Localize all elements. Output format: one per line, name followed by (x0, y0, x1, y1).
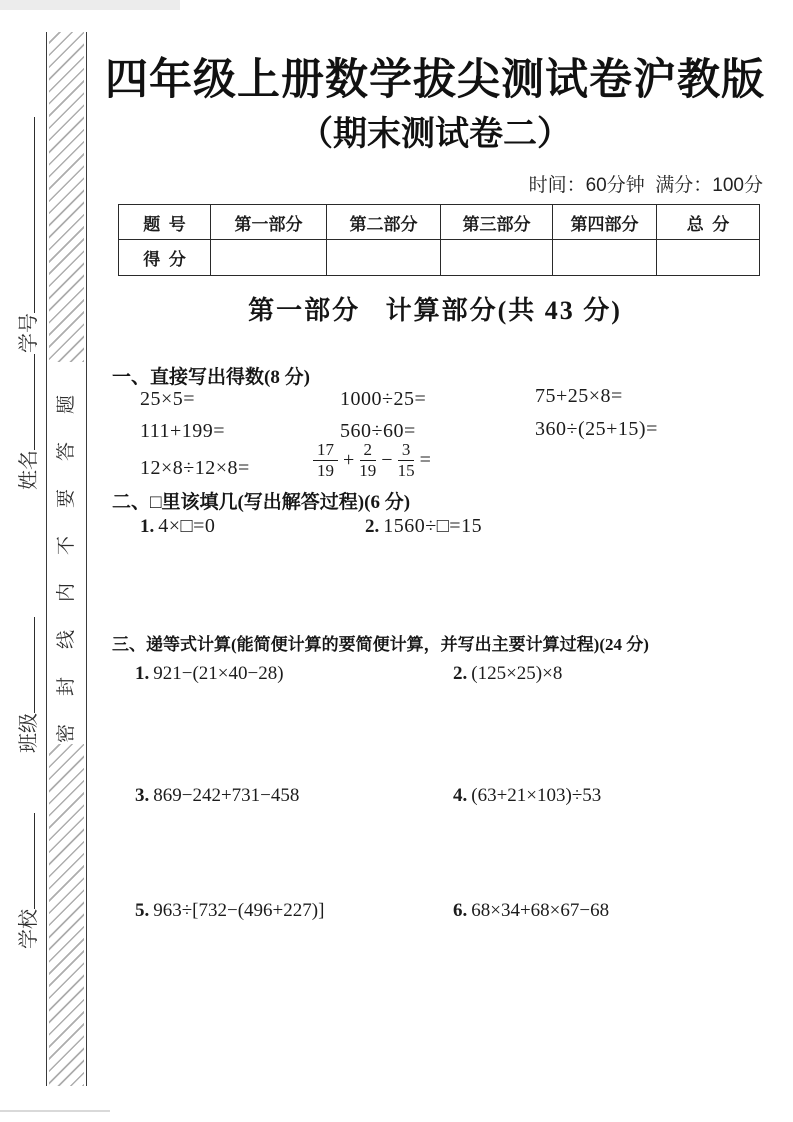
score-table-blank-cell (441, 240, 553, 275)
part3-item-1-expression: 921−(21×40−28) (153, 663, 284, 684)
exam-time-score-info: 时间：60分钟 满分：100分 (528, 175, 763, 196)
score-table (118, 204, 760, 276)
part3-item-6-expression: 68×34+68×67−68 (471, 900, 610, 921)
part3-item-3-number: 3. (135, 785, 150, 806)
part3-item-1 (135, 663, 284, 685)
score-table-header-part1: 第一部分 (211, 205, 327, 240)
part2-item-1-expression: 4×□=0 (158, 515, 216, 537)
section1-heading: 第一部分 计算部分(共 43 分) (248, 296, 622, 325)
scan-edge-artifact-top (0, 0, 180, 10)
page-title: 四年级上册数学拔尖测试卷沪教版 (105, 56, 765, 104)
fraction-2 (359, 441, 376, 480)
part3-item-2 (453, 663, 562, 685)
plus-operator: + (343, 448, 355, 471)
fraction-1 (313, 441, 338, 480)
margin-field-class-label: 班级 (18, 713, 40, 753)
part2-item-1 (140, 515, 215, 538)
part3-item-4-number: 4. (453, 785, 468, 806)
seal-hatching-top (49, 32, 84, 362)
margin-field-school-blank (13, 813, 35, 909)
fraction-3-numerator: 3 (398, 441, 415, 461)
margin-field-student-id-label: 学号 (18, 313, 40, 353)
score-table-blank-cell (211, 240, 327, 275)
scan-edge-artifact-bottom (0, 1110, 110, 1112)
part2-item-2-number: 2. (365, 516, 380, 537)
equation-560div60: 560÷60= (340, 420, 416, 442)
equation-111plus199: 111+199= (140, 420, 226, 442)
equation-25x5: 25×5= (140, 388, 196, 410)
part2-title: 二、□里该填几(写出解答过程)(6 分) (112, 492, 411, 513)
part3-item-4-expression: (63+21×103)÷53 (471, 785, 602, 806)
score-table-header-part3: 第三部分 (441, 205, 553, 240)
seal-line-text: 密封线内不要答题 (56, 367, 77, 744)
score-table-row-label: 得 分 (119, 240, 211, 275)
equation-360div-25plus15: 360÷(25+15)= (535, 418, 658, 440)
part3-item-3-expression: 869−242+731−458 (153, 785, 300, 806)
score-table-blank-cell (657, 240, 759, 275)
margin-field-school (12, 799, 44, 949)
equation-fraction-sum (313, 441, 431, 480)
score-table-header-part4: 第四部分 (553, 205, 657, 240)
equals-sign: = (419, 448, 431, 471)
equation-1000div25: 1000÷25= (340, 388, 427, 410)
part3-title: 三、递等式计算(能简便计算的要简便计算，并写出主要计算过程)(24 分) (112, 635, 649, 654)
part3-item-2-number: 2. (453, 663, 468, 684)
part1-title: 一、直接写出得数(8 分) (112, 367, 310, 388)
part3-item-3 (135, 785, 299, 807)
margin-field-class (12, 603, 44, 753)
fraction-3-denominator: 15 (397, 460, 415, 480)
margin-field-class-blank (13, 617, 35, 713)
part2-item-2 (365, 515, 482, 538)
fraction-1-denominator: 19 (317, 460, 334, 480)
equation-75plus25x8: 75+25×8= (535, 385, 623, 407)
score-table-blank-cell (327, 240, 441, 275)
margin-field-school-label: 学校 (18, 909, 40, 949)
margin-field-name-label: 姓名 (18, 450, 40, 490)
part3-item-5 (135, 900, 324, 922)
part3-item-1-number: 1. (135, 663, 150, 684)
part3-item-2-expression: (125×25)×8 (471, 663, 563, 684)
seal-hatching-bottom (49, 744, 84, 1086)
score-table-header-part2: 第二部分 (327, 205, 441, 240)
part3-item-6-number: 6. (453, 900, 468, 921)
minus-operator: − (381, 448, 393, 471)
fraction-3 (398, 441, 415, 480)
part2-item-1-number: 1. (140, 516, 155, 537)
part2-item-2-expression: 1560÷□=15 (383, 515, 483, 537)
page-subtitle: （期末测试卷二） (299, 115, 571, 153)
part3-item-5-number: 5. (135, 900, 150, 921)
fraction-1-numerator: 17 (313, 441, 338, 461)
score-table-header-total: 总 分 (657, 205, 759, 240)
score-table-blank-cell (553, 240, 657, 275)
margin-field-student-id (12, 103, 44, 353)
part3-item-6 (453, 900, 609, 922)
part3-item-4 (453, 785, 601, 807)
equation-12x8div12x8: 12×8÷12×8= (140, 457, 250, 479)
score-table-header-question: 题 号 (119, 205, 211, 240)
margin-field-name-blank (13, 354, 35, 450)
fraction-2-denominator: 19 (359, 460, 377, 480)
margin-field-name (12, 340, 44, 490)
fraction-2-numerator: 2 (360, 441, 377, 461)
part3-item-5-expression: 963÷[732−(496+227)] (153, 900, 325, 921)
margin-field-student-id-blank (13, 117, 35, 313)
